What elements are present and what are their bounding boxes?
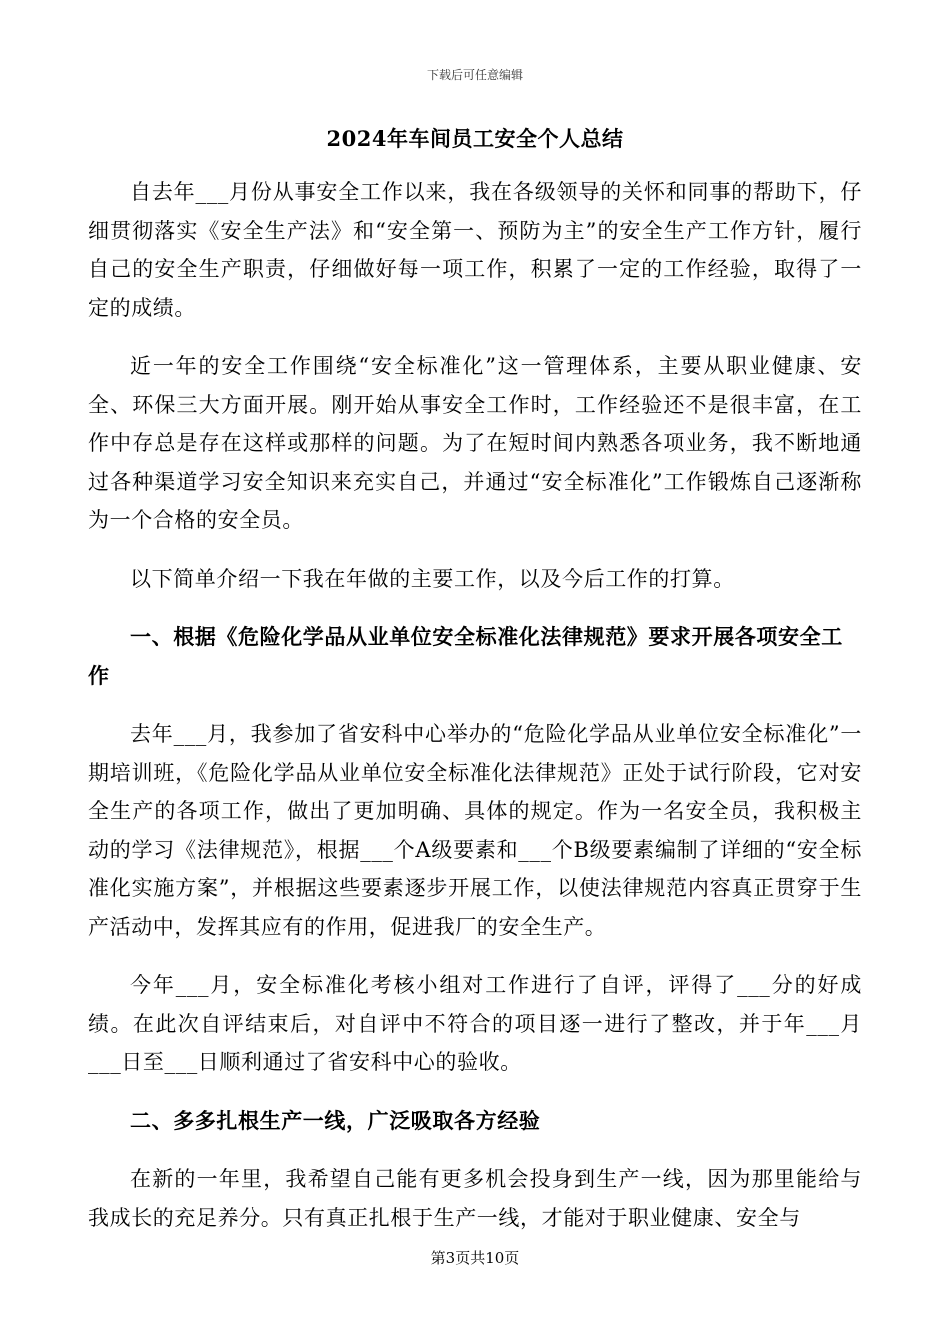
- paragraph-overview: 近一年的安全工作围绕“安全标准化”这一管理体系，主要从职业健康、安全、环保三大方面开展。刚开始从事安全工作时，工作经验还不是很丰富，在工作中存总是存在这样或那样的问题。为了在短时间内熟悉各项业务，我不断地通过各种渠道学习安全知识来充实自己，并通过“安全标准化”工作锻炼自己逐渐称为一个合格的安全员。: [88, 354, 862, 532]
- paragraph-spacer: [88, 1082, 862, 1102]
- paragraph-spacer: [88, 598, 862, 618]
- section-2-paragraph-frontline: 在新的一年里，我希望自己能有更多机会投身到生产一线，因为那里能给与我成长的充足养分。只有真正扎根于生产一线，才能对于职业健康、安全与: [88, 1167, 862, 1230]
- header-note: 下载后可任意编辑: [426, 68, 523, 82]
- section-1-paragraph-evaluation: 今年___月，安全标准化考核小组对工作进行了自评，评得了___分的好成绩。在此次自评结束后，对自评中不符合的项目逐一进行了整改，并于年___月___日至___日顺利通过了省安科中心的验收。: [88, 973, 862, 1074]
- paragraph-spacer: [88, 1140, 862, 1160]
- section-1-heading: 一、根据《危险化学品从业单位安全标准化法律规范》要求开展各项安全工作: [88, 624, 843, 688]
- paragraph-outline: 以下简单介绍一下我在年做的主要工作，以及今后工作的打算。: [130, 566, 735, 591]
- paragraph-intro: 自去年___月份从事安全工作以来，我在各级领导的关怀和同事的帮助下，仔细贯彻落实《安全生产法》和“安全第一、预防为主”的安全生产工作方针，履行自己的安全生产职责，仔细做好每一项工作，积累了一定的工作经验，取得了一定的成绩。: [88, 180, 862, 320]
- section-1-paragraph-training: 去年___月，我参加了省安科中心举办的“危险化学品从业单位安全标准化”一期培训班，《危险化学品从业单位安全标准化法律规范》正处于试行阶段，它对安全生产的各项工作，做出了更加明确、具体的规定。作为一名安全员，我积极主动的学习《法律规范》，根据___个A级要素和___个B级要素编制了详细的“安全标准化实施方案”，并根据这些要素逐步开展工作，以使法律规范内容真正贯穿于生产活动中，发挥其应有的作用，促进我厂的安全生产。: [88, 722, 862, 939]
- paragraph-spacer: [88, 540, 862, 560]
- page-number-footer: 第3页共10页: [430, 1249, 520, 1267]
- document-title: 2024年车间员工安全个人总结: [326, 126, 624, 151]
- paragraph-spacer: [88, 946, 862, 966]
- section-2-heading: 二、多多扎根生产一线，广泛吸取各方经验: [130, 1107, 541, 1133]
- document-body: [88, 173, 862, 1237]
- paragraph-spacer: [88, 695, 862, 715]
- paragraph-spacer: [88, 327, 862, 347]
